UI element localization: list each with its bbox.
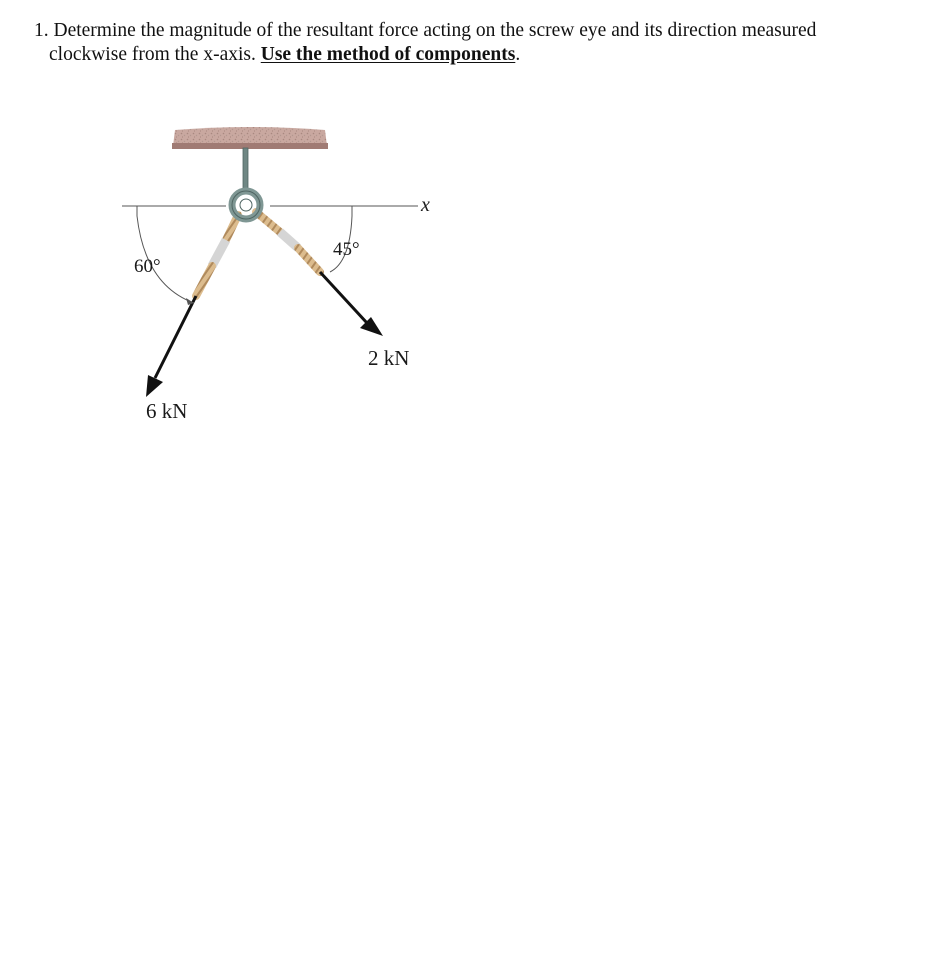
axis-label-x: x <box>421 194 430 216</box>
screw-eye <box>232 191 260 219</box>
ceiling-support <box>172 127 328 149</box>
right-rope <box>256 212 320 272</box>
problem-number: 1. <box>34 20 49 41</box>
force-arrow-6kn <box>146 296 196 397</box>
screw-shank <box>243 148 248 190</box>
problem-text-part1: Determine the magnitude of the resultant force acting on the screw eye and its direction measured <box>53 20 817 41</box>
problem-period: . <box>515 44 521 65</box>
angle-label-45: 45° <box>333 239 360 260</box>
force-label-2kn: 2 kN <box>368 346 410 370</box>
angle-label-60: 60° <box>134 256 161 277</box>
left-rope <box>196 215 238 296</box>
force-arrow-2kn <box>320 272 383 336</box>
method-emphasis: Use the method of components <box>260 44 516 65</box>
problem-text-part2: clockwise from the x-axis. <box>49 44 256 65</box>
force-label-6kn: 6 kN <box>146 399 188 423</box>
